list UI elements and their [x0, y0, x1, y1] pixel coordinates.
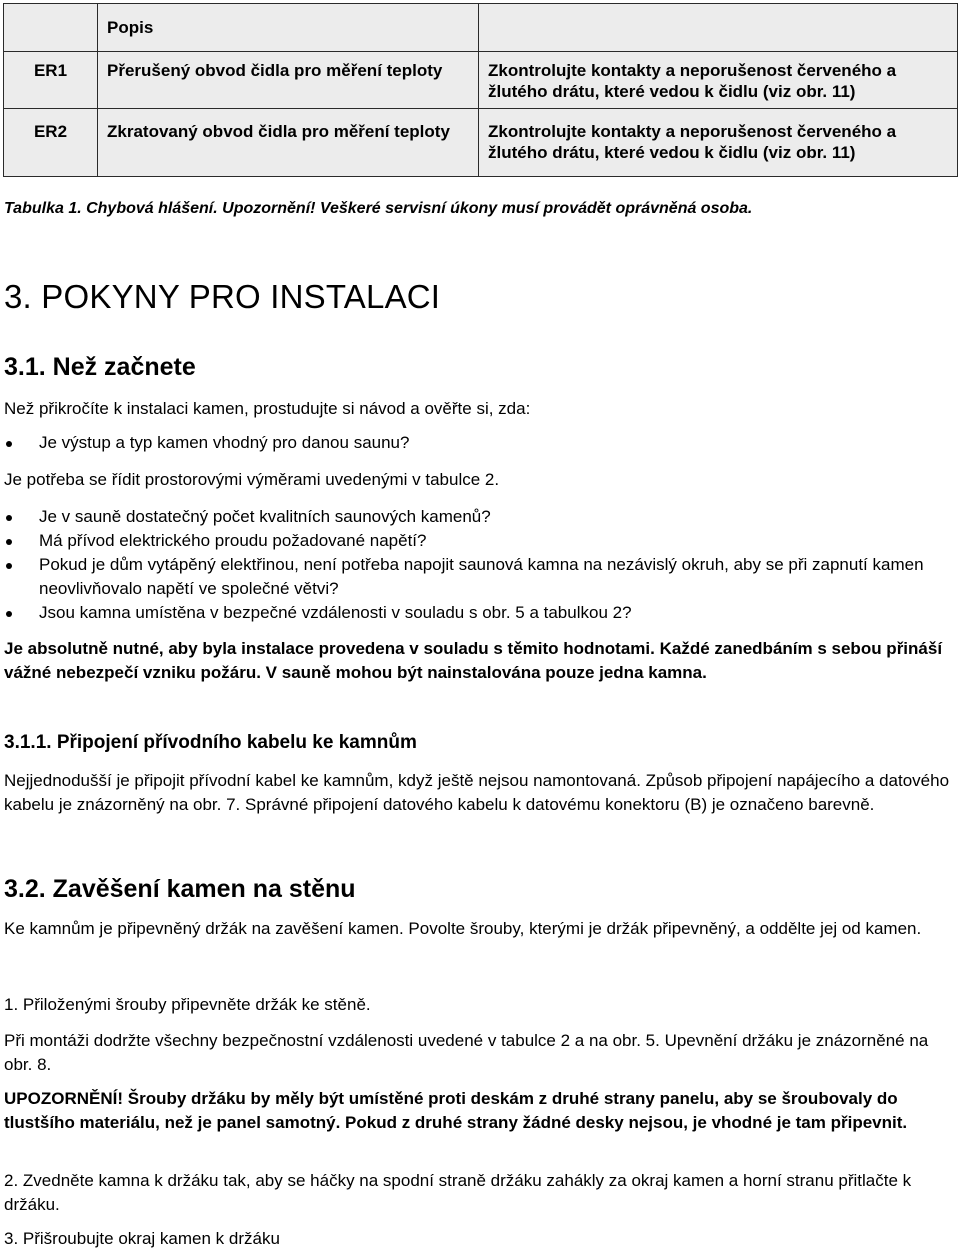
header-code-cell: [4, 4, 98, 52]
list-item: Pokud je dům vytápěný elektřinou, není potřeba napojit saunová kamna na nezávislý okruh, aby se při zapnutí kamen neovlivňovalo napětí ve společné větvi?: [4, 553, 956, 601]
error-action-cell: Zkontrolujte kontakty a neporušenost červeného a žlutého drátu, které vedou k čidlu (viz obr. 11): [479, 52, 958, 109]
step-3: 3. Přišroubujte okraj kamen k držáku: [4, 1229, 280, 1248]
list-item: Je v sauně dostatečný počet kvalitních saunových kamenů?: [4, 505, 956, 529]
section-3-1-1-heading: 3.1.1. Připojení přívodního kabelu ke kamnům: [4, 732, 417, 753]
cable-paragraph: Nejjednodušší je připojit přívodní kabel ke kamnům, když ještě nejsou namontovaná. Způsob připojení napájecího a datového kabelu je znázorněný na obr. 7. Správné připojení datového kabelu k datovému konektoru (B) je označeno barevně.: [4, 771, 950, 814]
error-desc-cell: Zkratovaný obvod čidla pro měření teploty: [98, 109, 479, 177]
header-action-cell: [479, 4, 958, 52]
step-2: 2. Zvedněte kamna k držáku tak, aby se háčky na spodní straně držáku zahákly za okraj kamen a horní stranu přitlačte k držáku.: [4, 1171, 912, 1214]
list-item: Je výstup a typ kamen vhodný pro danou saunu?: [4, 431, 956, 455]
header-desc-cell: Popis: [98, 4, 479, 52]
error-action-cell: Zkontrolujte kontakty a neporušenost červeného a žlutého drátu, které vedou k čidlu (viz obr. 11): [479, 109, 958, 177]
table-header-row: [4, 4, 958, 52]
section-3-heading: 3. POKYNY PRO INSTALACI: [4, 278, 441, 315]
section-3-1-heading: 3.1. Než začnete: [4, 353, 196, 381]
installation-warning: Je absolutně nutné, aby byla instalace provedena v souladu s těmito hodnotami. Každé zanedbáním s sebou přináší vážné nebezpečí vzniku požáru. V sauně mohou být nainstalována pouze jedna kamna.: [4, 639, 943, 682]
list-item: Jsou kamna umístěna v bezpečné vzdálenosti v souladu s obr. 5 a tabulkou 2?: [4, 601, 956, 625]
intro-paragraph: Než přikročíte k instalaci kamen, prostudujte si návod a ověřte si, zda:: [4, 399, 531, 418]
warning-text: Šrouby držáku by měly být umístěné proti deskám z druhé strany panelu, aby se šroubovaly do tlustšího materiálu, než je panel samotný. Pokud z druhé strany žádné desky nejsou, je vhodné je tam připevnit.: [4, 1089, 908, 1132]
safety-paragraph: Při montáži dodržte všechny bezpečnostní vzdálenosti uvedené v tabulce 2 a na obr. 5. Upevnění držáku je znázorněné na obr. 8.: [4, 1031, 929, 1074]
error-code-cell: ER2: [4, 109, 98, 177]
table-row: [4, 52, 958, 109]
warning-label: UPOZORNĚNÍ!: [4, 1089, 123, 1108]
step-1: 1. Přiloženými šrouby připevněte držák ke stěně.: [4, 995, 371, 1014]
error-desc-cell: Přerušený obvod čidla pro měření teploty: [98, 52, 479, 109]
error-table: [3, 3, 958, 177]
mount-intro-paragraph: Ke kamnům je připevněný držák na zavěšení kamen. Povolte šrouby, kterými je držák připevněný, a oddělte jej od kamen.: [4, 919, 922, 938]
table-caption: Tabulka 1. Chybová hlášení. Upozornění! Veškeré servisní úkony musí provádět oprávněná osoba.: [4, 200, 753, 217]
error-code-cell: ER1: [4, 52, 98, 109]
checklist-first: [4, 431, 956, 455]
checklist: [4, 505, 956, 625]
table-row: [4, 109, 958, 177]
list-item: Má přívod elektrického proudu požadované napětí?: [4, 529, 956, 553]
section-3-2-heading: 3.2. Zavěšení kamen na stěnu: [4, 875, 356, 903]
table-note: Je potřeba se řídit prostorovými výměrami uvedenými v tabulce 2.: [4, 470, 500, 489]
screw-warning: [4, 1087, 956, 1135]
